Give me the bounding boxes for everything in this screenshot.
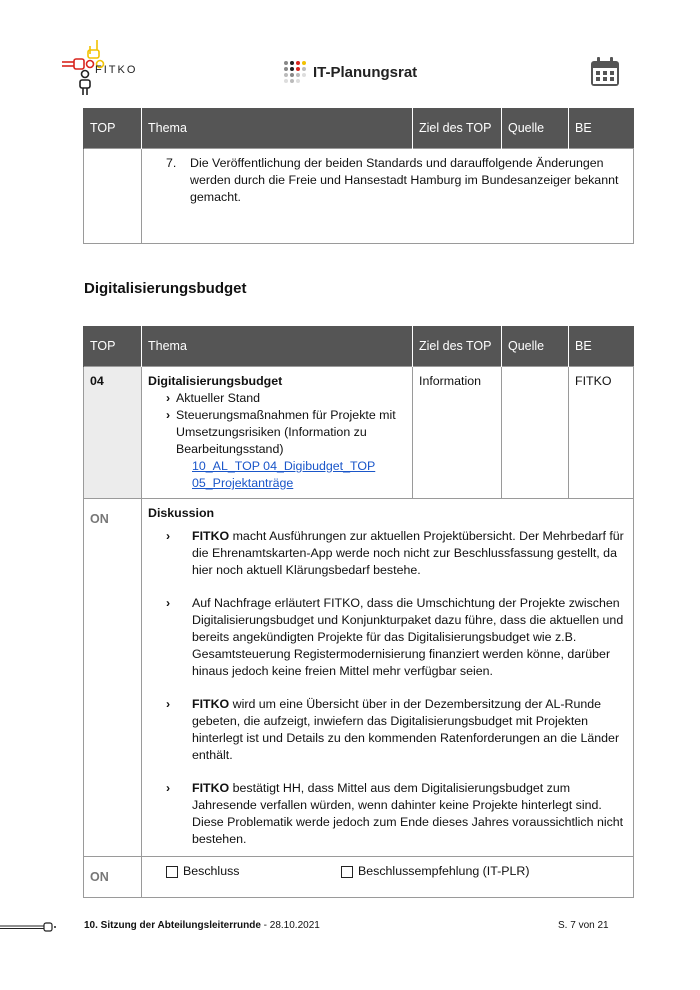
calendar-icon[interactable] xyxy=(589,56,621,88)
quelle-cell xyxy=(502,367,569,499)
item-text: Die Veröffentlichung der beiden Standards und darauffolgende Änderungen werden durch die Freie und Hansestadt Hamburg im Bundesanzeiger bekannt gemacht. xyxy=(190,156,619,204)
document-link-line-1: 10_AL_TOP 04_Digibudget_TOP xyxy=(192,459,376,473)
beschlussempfehlung-label: Beschlussempfehlung (IT-PLR) xyxy=(358,864,530,878)
document-link[interactable] xyxy=(148,458,406,492)
thema-cell xyxy=(142,367,413,499)
table-header-row xyxy=(84,108,634,149)
section-heading: Digitalisierungsbudget xyxy=(84,280,247,297)
table-row xyxy=(84,857,634,898)
fitko-wordmark: FITKO xyxy=(95,64,138,76)
it-planungsrat-logo xyxy=(283,58,417,86)
column-header-be: BE xyxy=(569,326,634,367)
table-header-row xyxy=(84,326,634,367)
bullet-text: macht Ausführungen zur aktuellen Projektübersicht. Der Mehrbedarf für die Ehrenamtskarten-App werde noch nicht zur Beschlussfassung gestellt, da hier noch aktuell Klärungsbedarf bestehe. xyxy=(192,529,624,577)
chevron-right-icon: › xyxy=(166,697,171,711)
item-number: 7. xyxy=(166,156,177,170)
list-item xyxy=(148,780,627,848)
checkbox-icon[interactable] xyxy=(341,866,353,878)
chevron-right-icon: › xyxy=(166,781,171,795)
agenda-table xyxy=(83,326,634,898)
ziel-value: Information xyxy=(419,374,481,388)
column-header-thema: Thema xyxy=(142,108,413,149)
footer-title: 10. Sitzung der Abteilungsleiterrunde xyxy=(84,920,261,931)
column-header-be: BE xyxy=(569,108,634,149)
diskussion-cell xyxy=(142,499,634,857)
agenda-table-continued xyxy=(83,108,634,244)
it-planungsrat-title: IT-Planungsrat xyxy=(313,63,418,81)
bullet-text: Auf Nachfrage erläutert FITKO, dass die Umschichtung der Projekte zwischen Digitalisierungsbudget und Konjunkturpaket dazu führe, dass die aktuellen und bereits angekündigten Projekte für das Digitalisierungsbudget wie z.B. Gesamtsteuerung Registermodernisierung finanziert werden könne, darüber hinaus jedoch keine freien Mittel mehr verfügbar seien. xyxy=(192,596,624,678)
decision-cell xyxy=(142,857,634,898)
table-row xyxy=(84,149,634,244)
on-cell xyxy=(84,499,142,857)
chevron-right-icon: › xyxy=(166,529,171,543)
document-link-line-2: 05_Projektanträge xyxy=(192,476,294,490)
column-header-quelle: Quelle xyxy=(502,326,569,367)
chevron-right-icon: › xyxy=(166,391,171,405)
numbered-item xyxy=(148,155,627,206)
sub-item-text: Aktueller Stand xyxy=(176,391,261,405)
footer-date: - 28.10.2021 xyxy=(260,920,320,931)
thema-cell xyxy=(142,149,634,244)
table-row xyxy=(84,499,634,857)
bullet-bold: FITKO xyxy=(192,529,230,543)
column-header-top: TOP xyxy=(84,326,142,367)
thema-title: Digitalisierungsbudget xyxy=(148,374,283,388)
table-row xyxy=(84,367,634,499)
footer-line-icon xyxy=(0,922,56,932)
checkbox-icon[interactable] xyxy=(166,866,178,878)
sub-item-text: Steuerungsmaßnahmen für Projekte mit Umsetzungsrisiken (Information zu Bearbeitungsstand) xyxy=(176,408,396,456)
list-item xyxy=(148,696,627,764)
column-header-ziel: Ziel des TOP xyxy=(413,326,502,367)
list-item xyxy=(148,595,627,680)
list-item xyxy=(148,528,627,579)
column-header-top: TOP xyxy=(84,108,142,149)
chevron-right-icon: › xyxy=(166,408,171,422)
column-header-ziel: Ziel des TOP xyxy=(413,108,502,149)
diskussion-title: Diskussion xyxy=(148,506,215,520)
bullet-text: bestätigt HH, dass Mittel aus dem Digitalisierungsbudget zum Jahresende verfallen würden, wenn dahinter keine Projekte hinterlegt sind. Diese Problematik werde jedoch zum Ende dieses Jahres voraussichtlich nicht bestehen. xyxy=(192,781,624,846)
top-number: 04 xyxy=(90,374,104,388)
diskussion-list xyxy=(148,528,627,848)
on-cell xyxy=(84,857,142,898)
beschlussempfehlung-checkbox[interactable] xyxy=(341,863,529,880)
bullet-text: wird um eine Übersicht über in der Dezembersitzung der AL-Runde gebeten, die aufzeigt, inwiefern das Digitalisierungsbudget mit Projekten hinterlegt ist und Details zu den kommenden Ratenforderungen an die Länder enthält. xyxy=(192,697,620,762)
chevron-right-icon: › xyxy=(166,596,171,610)
page-number: S. 7 von 21 xyxy=(558,920,609,931)
sub-item xyxy=(148,407,406,458)
sub-item xyxy=(148,390,406,407)
footer-meeting xyxy=(84,920,320,931)
ziel-cell xyxy=(413,367,502,499)
bullet-bold: FITKO xyxy=(192,781,230,795)
beschluss-checkbox[interactable] xyxy=(166,863,341,880)
column-header-quelle: Quelle xyxy=(502,108,569,149)
on-label: ON xyxy=(90,870,109,884)
be-cell xyxy=(569,367,634,499)
bullet-bold: FITKO xyxy=(192,697,230,711)
top-cell xyxy=(84,149,142,244)
top-number-cell xyxy=(84,367,142,499)
on-label: ON xyxy=(90,512,109,526)
it-planungsrat-dots-icon xyxy=(283,60,307,84)
column-header-thema: Thema xyxy=(142,326,413,367)
be-value: FITKO xyxy=(575,374,612,388)
beschluss-label: Beschluss xyxy=(183,864,240,878)
